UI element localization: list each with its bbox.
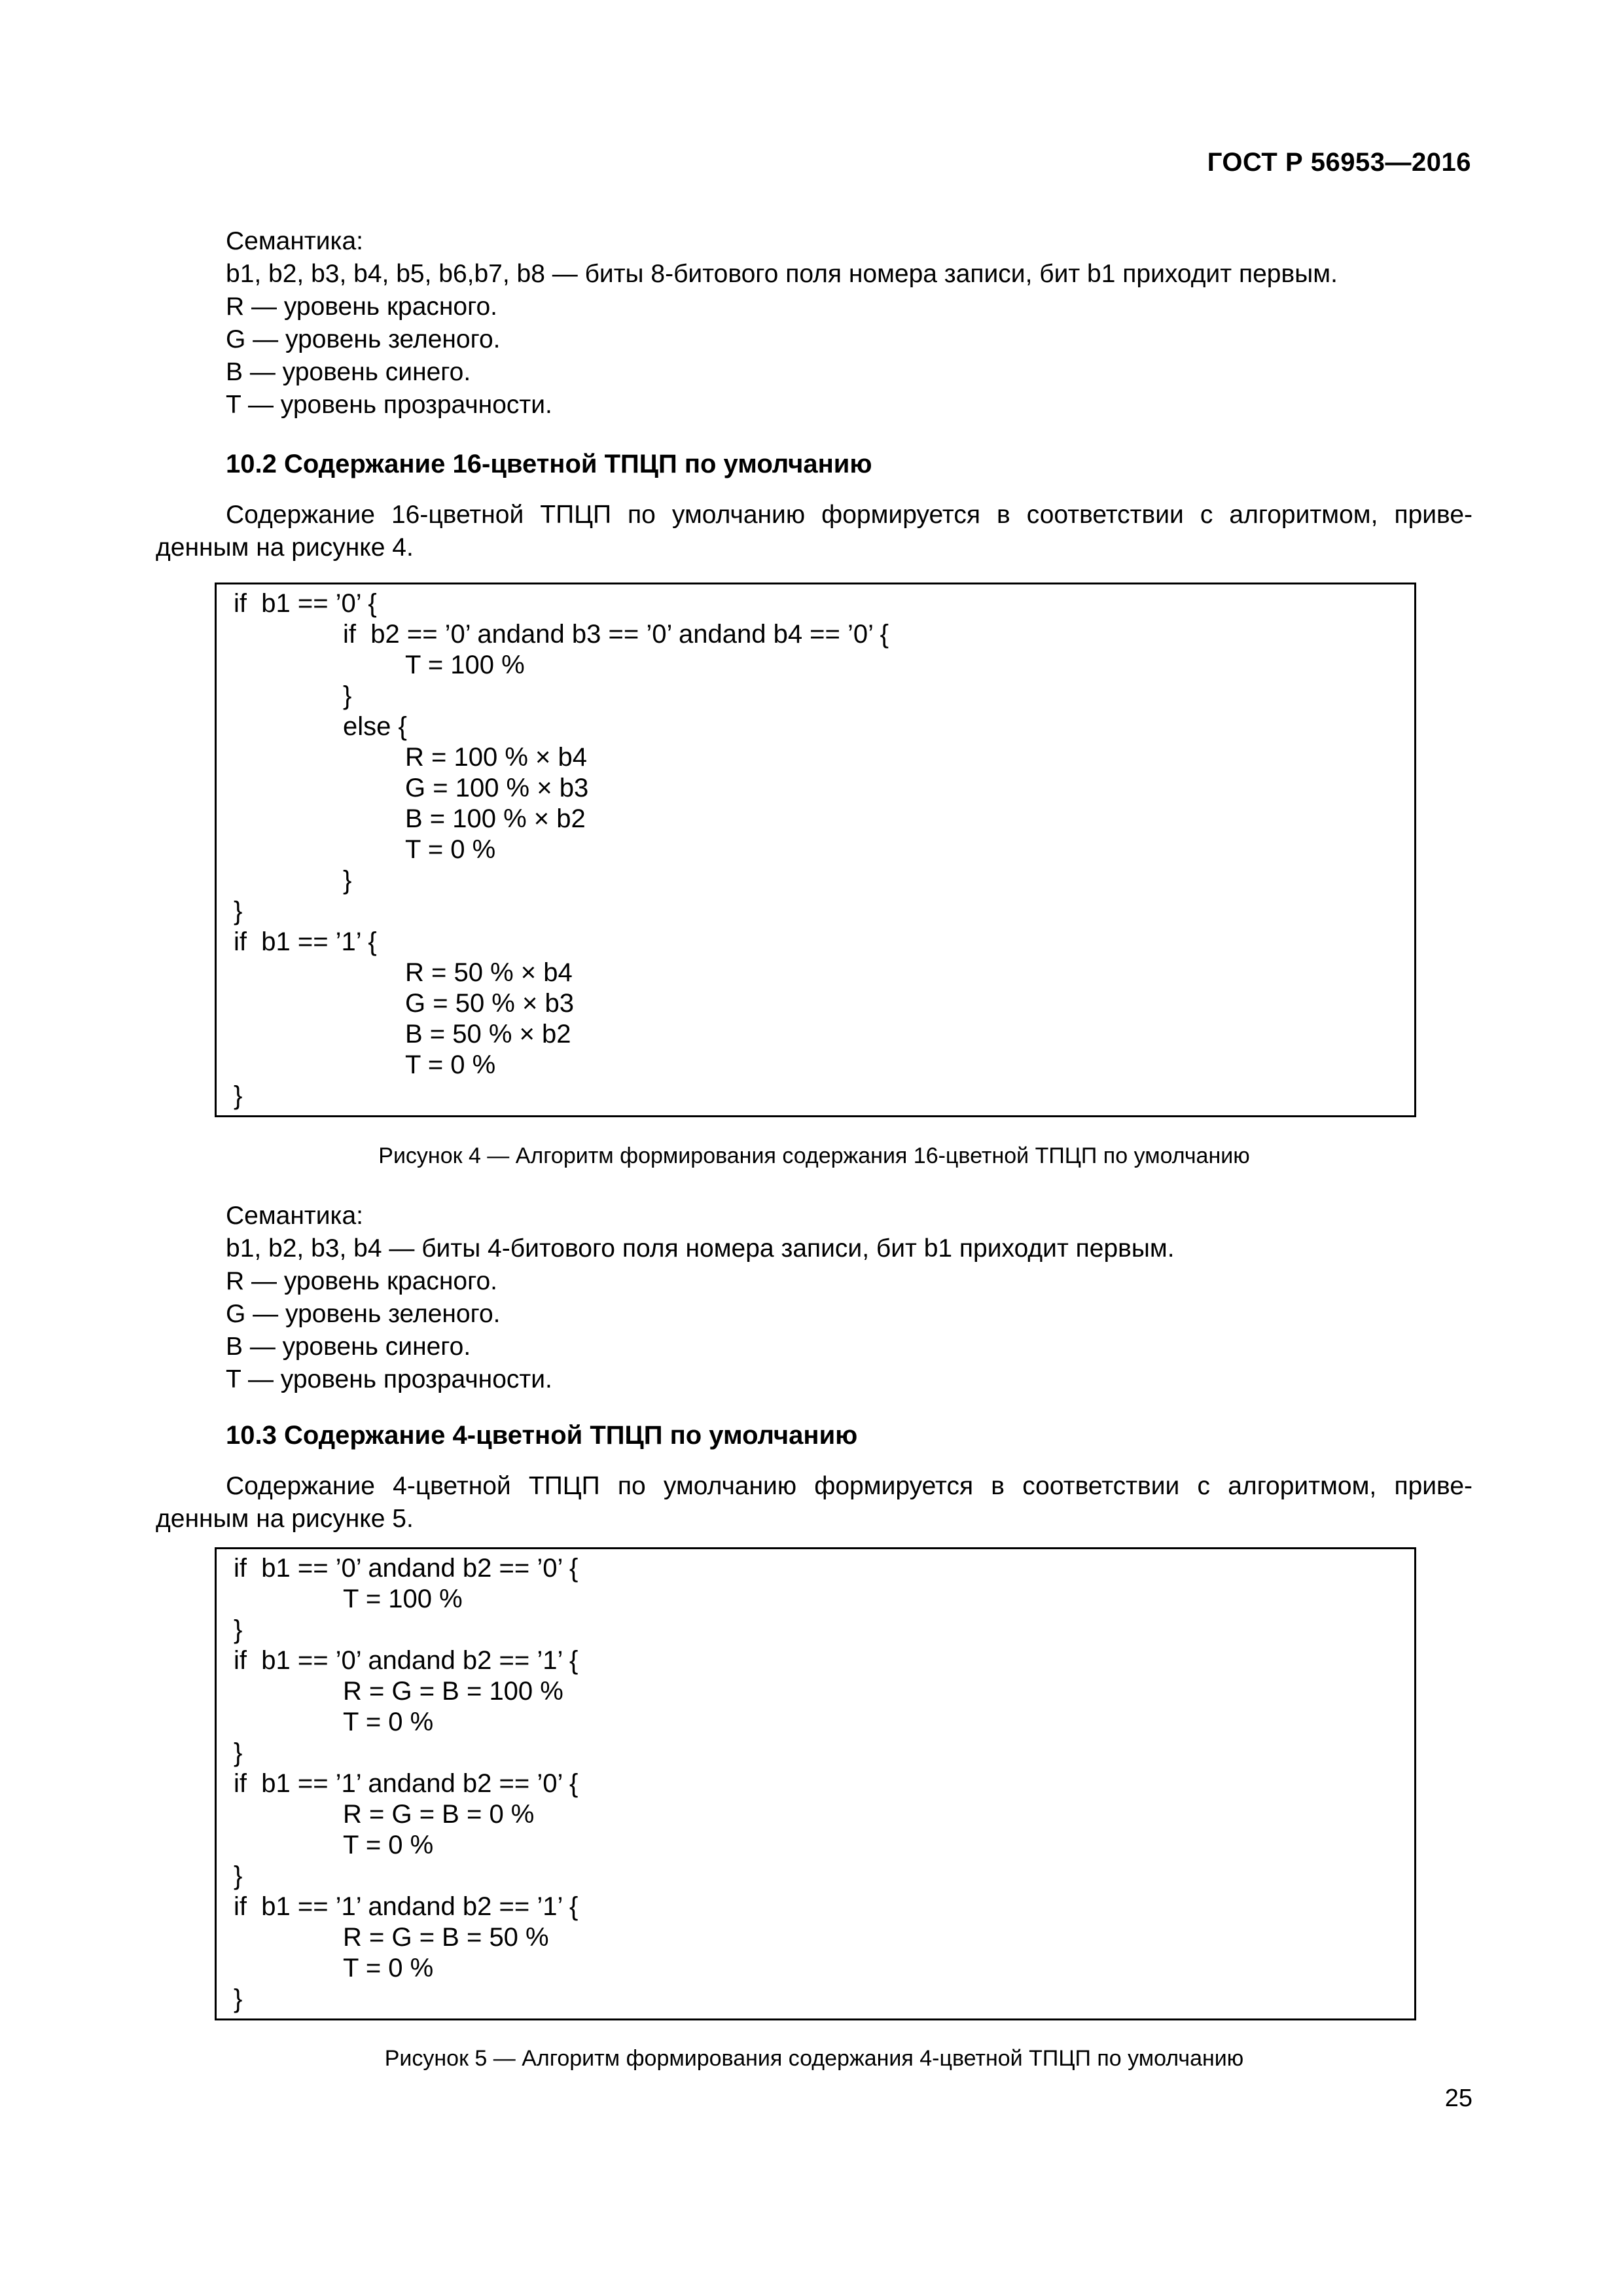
code-line: B = 50 % × b2 <box>405 1020 571 1049</box>
code-line: T = 0 % <box>343 1954 434 1982</box>
semantics-title: Семантика: <box>226 1202 363 1230</box>
code-line: G = 100 % × b3 <box>405 774 589 802</box>
code-line: if b1 == ’1’ { <box>234 927 377 956</box>
figure-5-code-box <box>215 1547 1416 2020</box>
semantics-line: R — уровень красного. <box>226 1267 498 1295</box>
code-line: T = 0 % <box>405 835 496 864</box>
semantics-line: B — уровень синего. <box>226 358 471 386</box>
code-line: if b1 == ’1’ andand b2 == ’1’ { <box>234 1892 579 1921</box>
code-line: G = 50 % × b3 <box>405 989 574 1018</box>
code-line: } <box>343 681 352 710</box>
code-line: R = 100 % × b4 <box>405 743 587 772</box>
figure-4-code-box <box>215 583 1416 1117</box>
semantics-line: R — уровень красного. <box>226 293 498 321</box>
semantics-line: B — уровень синего. <box>226 1333 471 1361</box>
section-10-3 <box>156 1419 1472 1535</box>
code-line: if b1 == ’0’ andand b2 == ’1’ { <box>234 1646 579 1675</box>
semantics-line: G — уровень зеленого. <box>226 325 501 353</box>
section-heading: 10.3 Содержание 4-цветной ТПЦП по умолчанию <box>226 1421 858 1450</box>
section-10-2 <box>156 448 1472 564</box>
code-line: if b1 == ’1’ andand b2 == ’0’ { <box>234 1769 579 1798</box>
page-number: 25 <box>1444 2085 1472 2112</box>
code-line: else { <box>343 712 407 741</box>
code-line: T = 100 % <box>343 1585 463 1613</box>
code-line: B = 100 % × b2 <box>405 804 586 833</box>
figure-4-caption: Рисунок 4 — Алгоритм формирования содержания 16-цветной ТПЦП по умолчанию <box>378 1143 1250 1168</box>
code-line: } <box>234 1984 243 2013</box>
section-paragraph-line2: денным на рисунке 4. <box>156 533 414 562</box>
section-heading: 10.2 Содержание 16-цветной ТПЦП по умолчанию <box>226 450 872 478</box>
code-line: T = 0 % <box>405 1050 496 1079</box>
code-line: } <box>234 1738 243 1767</box>
section-paragraph-line1: Содержание 16-цветной ТПЦП по умолчанию формируется в соответствии с алгоритмом, приве- <box>226 501 1472 529</box>
semantics-line: b1, b2, b3, b4, b5, b6,b7, b8 — биты 8-битового поля номера записи, бит b1 приходит первым. <box>226 260 1338 288</box>
semantics-line: T — уровень прозрачности. <box>226 391 552 419</box>
code-line: T = 0 % <box>343 1708 434 1736</box>
semantics-title: Семантика: <box>226 227 363 255</box>
section-paragraph-line2: денным на рисунке 5. <box>156 1505 414 1533</box>
semantics-line: b1, b2, b3, b4 — биты 4-битового поля номера записи, бит b1 приходит первым. <box>226 1234 1175 1263</box>
code-line: R = 50 % × b4 <box>405 958 573 987</box>
code-line: } <box>343 866 352 895</box>
section-paragraph-line1: Содержание 4-цветной ТПЦП по умолчанию формируется в соответствии с алгоритмом, приве- <box>226 1472 1472 1500</box>
code-line: T = 100 % <box>405 651 525 679</box>
code-line: R = G = B = 0 % <box>343 1800 535 1829</box>
code-line: R = G = B = 50 % <box>343 1923 549 1952</box>
semantics-line: G — уровень зеленого. <box>226 1300 501 1328</box>
figure-5-caption: Рисунок 5 — Алгоритм формирования содержания 4-цветной ТПЦП по умолчанию <box>384 2046 1244 2071</box>
semantics-block-2 <box>156 1200 1472 1396</box>
code-line: } <box>234 1081 243 1110</box>
semantics-block-1 <box>156 225 1472 422</box>
code-line: } <box>234 1615 243 1644</box>
code-line: if b2 == ’0’ andand b3 == ’0’ andand b4 == ’0’ { <box>343 620 889 649</box>
code-line: R = G = B = 100 % <box>343 1677 563 1706</box>
code-line: } <box>234 1861 243 1890</box>
code-line: if b1 == ’0’ { <box>234 589 377 618</box>
code-line: if b1 == ’0’ andand b2 == ’0’ { <box>234 1554 579 1583</box>
code-line: } <box>234 897 243 925</box>
semantics-line: T — уровень прозрачности. <box>226 1365 552 1393</box>
code-line: T = 0 % <box>343 1831 434 1859</box>
document-header: ГОСТ Р 56953—2016 <box>1207 148 1471 177</box>
